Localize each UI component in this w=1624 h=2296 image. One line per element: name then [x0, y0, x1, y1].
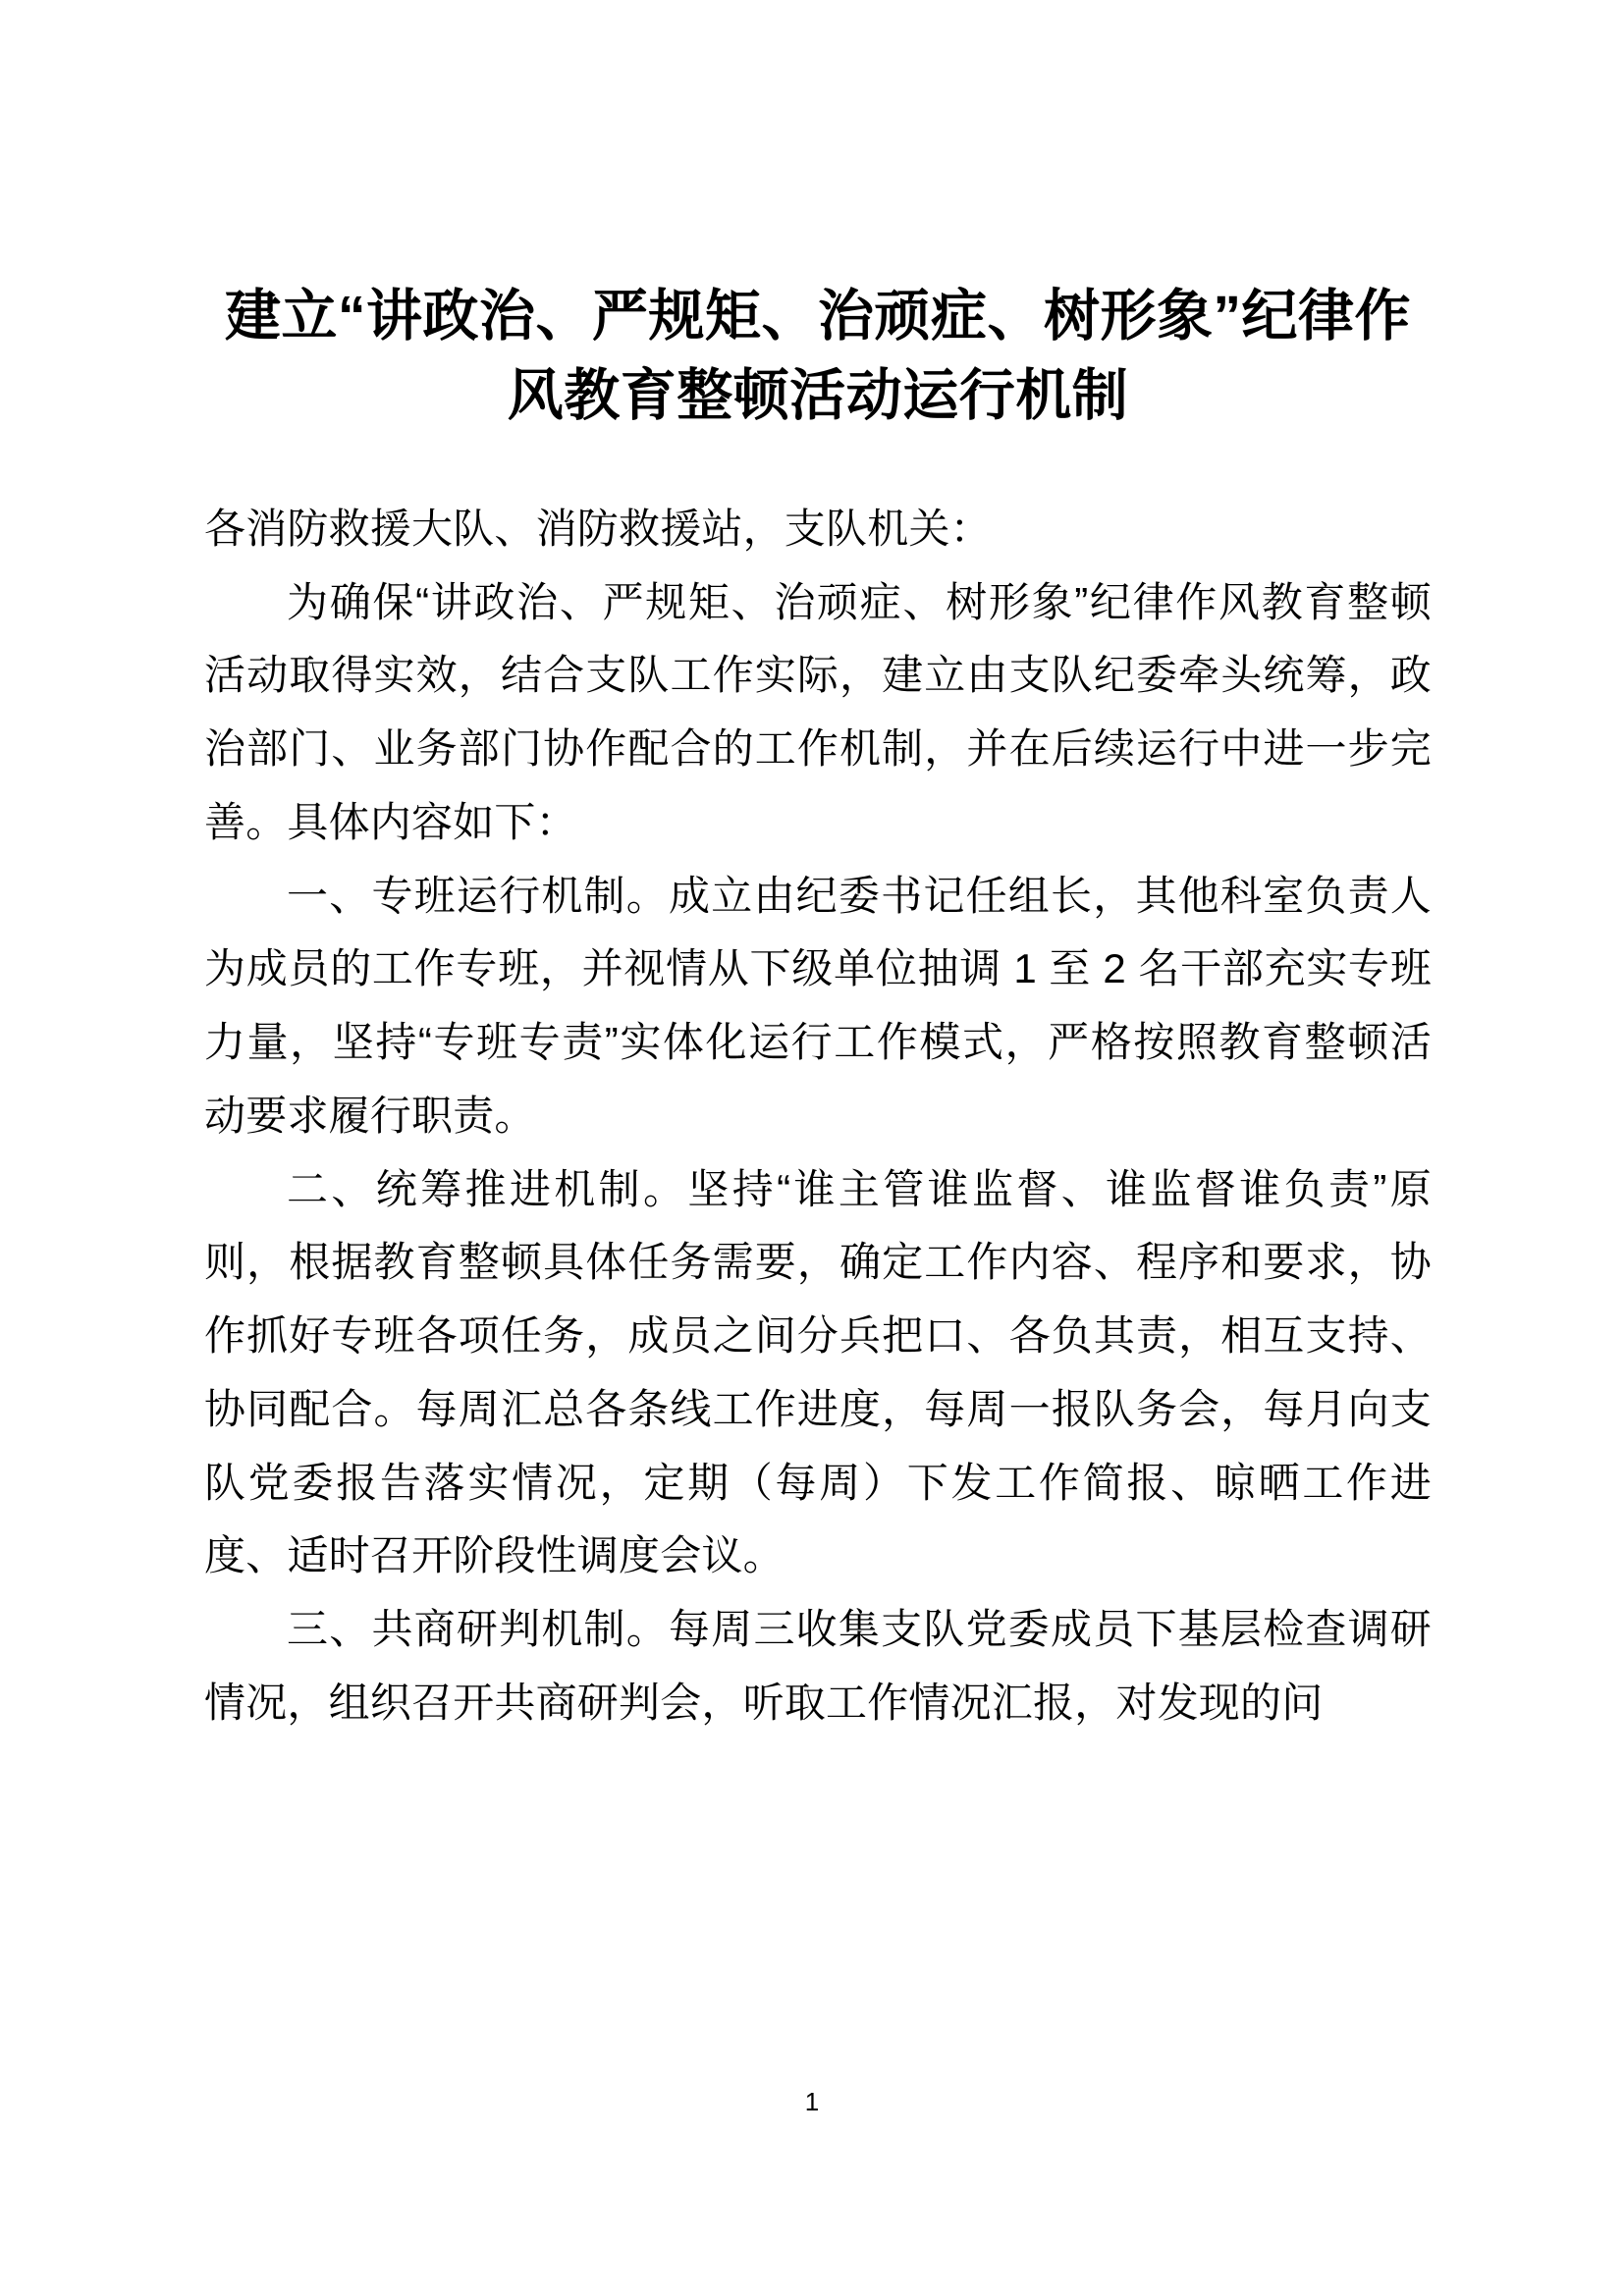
- paragraph-section-one: 一、专班运行机制。成立由纪委书记任组长，其他科室负责人为成员的工作专班，并视情从下级单位抽调 1 至 2 名干部充实专班力量，坚持“专班专责”实体化运行工作模式，严格按照教育整顿活动要求履行职责。: [204, 872, 1432, 1139]
- document-content: [204, 277, 1432, 1740]
- paragraph-section-three: 三、共商研判机制。每周三收集支队党委成员下基层检查调研情况，组织召开共商研判会，听取工作情况汇报，对发现的问: [204, 1606, 1432, 1726]
- page-title: 建立“讲政治、严规矩、治顽症、树形象”纪律作风教育整顿活动运行机制: [225, 285, 1411, 427]
- paragraph-section-two: 二、统筹推进机制。坚持“谁主管谁监督、谁监督谁负责”原则，根据教育整顿具体任务需要，确定工作内容、程序和要求，协作抓好专班各项任务，成员之间分兵把口、各负其责，相互支持、协同配合。每周汇总各条线工作进度，每周一报队务会，每月向支队党委报告落实情况，定期（每周）下发工作简报、晾晒工作进度、适时召开阶段性调度会议。: [204, 1165, 1432, 1579]
- page-number: 1: [804, 2087, 820, 2116]
- addressee-line: 各消防救援大队、消防救援站，支队机关：: [204, 505, 992, 552]
- paragraph-intro: 为确保“讲政治、严规矩、治顽症、树形象”纪律作风教育整顿活动取得实效，结合支队工作实际，建立由支队纪委牵头统筹，政治部门、业务部门协作配合的工作机制，并在后续运行中进一步完善。具体内容如下：: [204, 578, 1432, 845]
